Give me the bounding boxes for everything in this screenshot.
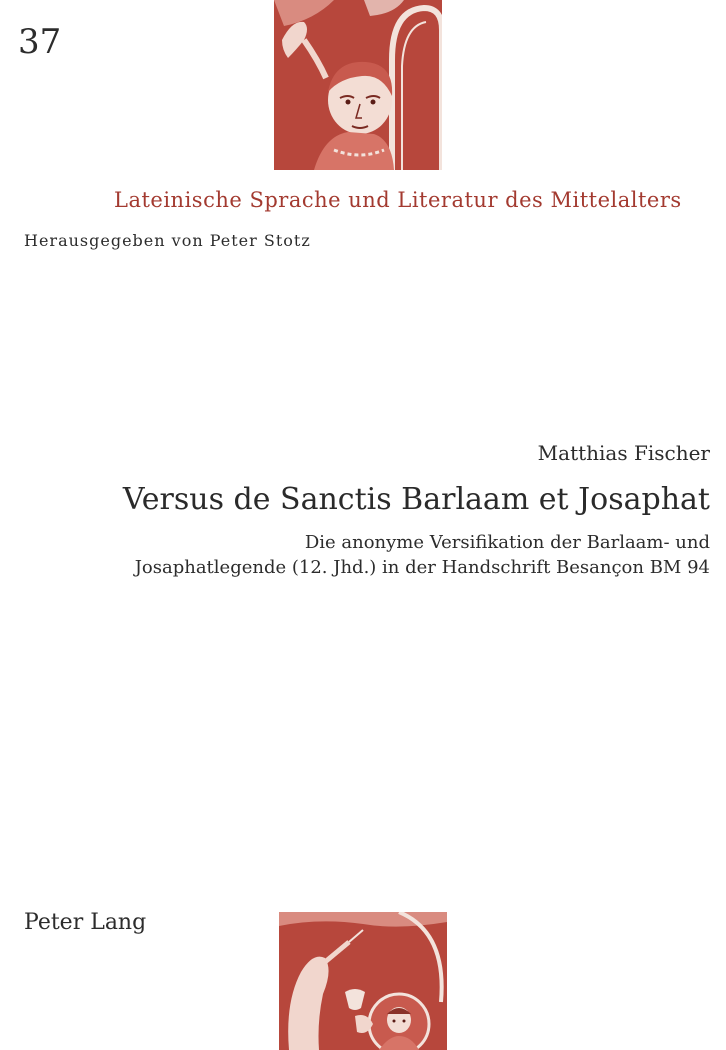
illuminated-miniature-image xyxy=(274,0,442,170)
book-title: Versus de Sanctis Barlaam et Josaphat xyxy=(122,482,710,517)
series-title: Lateinische Sprache und Literatur des Mittelalters xyxy=(114,188,682,212)
publisher-name: Peter Lang xyxy=(24,910,147,935)
manuscript-illustration-bottom xyxy=(279,912,447,1050)
book-subtitle xyxy=(135,530,710,580)
scribe-miniature-image xyxy=(279,912,447,1050)
subtitle-line: Die anonyme Versifikation der Barlaam- und xyxy=(304,532,710,553)
subtitle-line: Josaphatlegende (12. Jhd.) in der Handschrift Besançon BM 94 xyxy=(134,557,710,578)
volume-number: 37 xyxy=(18,22,62,62)
series-editor: Herausgegeben von Peter Stotz xyxy=(24,231,311,250)
manuscript-illustration-top xyxy=(274,0,442,170)
author-name: Matthias Fischer xyxy=(537,441,710,465)
